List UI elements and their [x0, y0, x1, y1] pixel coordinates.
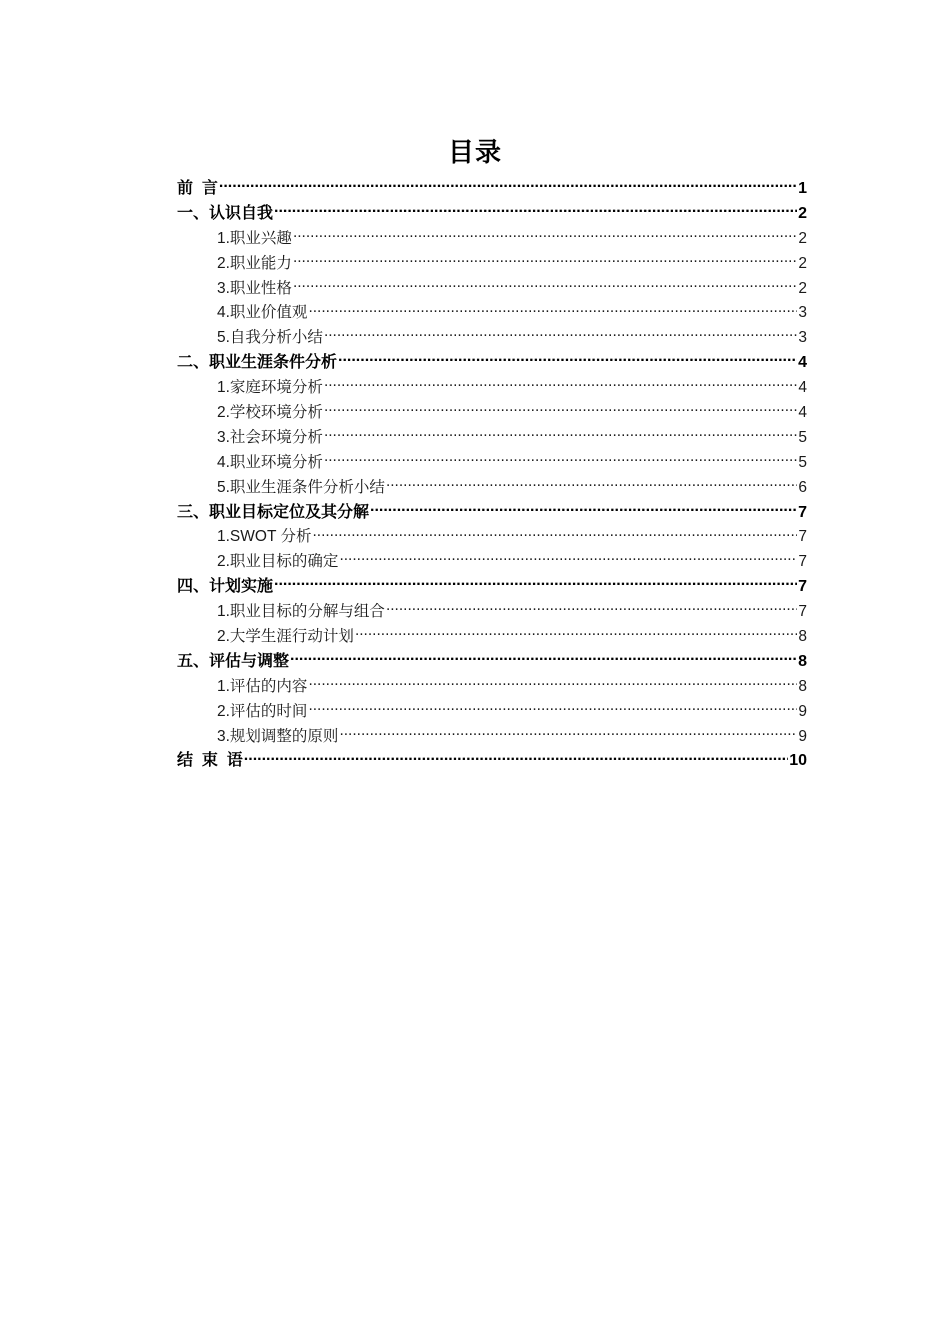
toc-page-number: 2 [798, 254, 807, 272]
toc-dot-leader [324, 377, 797, 393]
toc-dot-leader [338, 351, 797, 367]
toc-entry-label: 前 言 [177, 180, 218, 197]
toc-entry-label: 3.职业性格 [217, 279, 292, 297]
toc-entry-label: 1.家庭环境分析 [217, 379, 323, 397]
toc-subsection-entry[interactable] [177, 326, 807, 351]
toc-dot-leader [339, 725, 797, 741]
toc-subsection-entry[interactable] [177, 227, 807, 252]
toc-entry-label: 五、评估与调整 [177, 652, 290, 670]
toc-entry-label: 三、职业目标定位及其分解 [177, 503, 370, 521]
toc-section-entry[interactable] [177, 650, 807, 675]
toc-subsection-entry[interactable] [177, 700, 807, 725]
toc-entry-label: 2.职业能力 [217, 254, 292, 272]
toc-page-number: 7 [798, 528, 807, 546]
toc-subsection-entry[interactable] [177, 451, 807, 476]
toc-entry-label: 1.SWOT 分析 [217, 528, 312, 546]
toc-subsection-entry[interactable] [177, 600, 807, 625]
toc-dot-leader [312, 526, 797, 542]
toc-section-entry[interactable] [177, 202, 807, 227]
toc-dot-leader [308, 675, 797, 691]
toc-dot-leader [293, 277, 797, 293]
toc-page-number: 5 [798, 428, 807, 446]
toc-entry-label: 2.学校环境分析 [217, 404, 323, 422]
toc-subsection-entry[interactable] [177, 725, 807, 750]
toc-dot-leader [290, 650, 797, 666]
toc-dot-leader [293, 227, 797, 243]
toc-page-number: 9 [798, 702, 807, 720]
toc-dot-leader [324, 402, 797, 418]
toc-dot-leader [324, 426, 797, 442]
toc-entry-label: 一、认识自我 [177, 204, 274, 222]
toc-page-number: 7 [798, 553, 807, 571]
toc-page-number: 3 [798, 329, 807, 347]
toc-section-entry[interactable] [177, 501, 807, 526]
toc-subsection-entry[interactable] [177, 476, 807, 501]
toc-subsection-entry[interactable] [177, 401, 807, 426]
toc-page-number: 4 [798, 404, 807, 422]
toc-entry-label: 二、职业生涯条件分析 [177, 354, 338, 372]
toc-page-number: 2 [798, 204, 807, 222]
toc-entry-label: 3.规划调整的原则 [217, 727, 339, 745]
toc-dot-leader [386, 476, 797, 492]
toc-entry-label: 4.职业环境分析 [217, 453, 323, 471]
toc-dot-leader [293, 252, 797, 268]
toc-entry-label: 4.职业价值观 [217, 304, 308, 322]
toc-page-number: 7 [798, 603, 807, 621]
toc-section-entry[interactable] [177, 575, 807, 600]
toc-subsection-entry[interactable] [177, 550, 807, 575]
toc-entry-label: 四、计划实施 [177, 578, 274, 596]
toc-dot-leader [308, 700, 797, 716]
toc-entry-label: 1.职业兴趣 [217, 229, 292, 247]
toc-page-number: 1 [798, 180, 807, 197]
toc-page-number: 2 [798, 279, 807, 297]
toc-page-number: 8 [798, 677, 807, 695]
toc-subsection-entry[interactable] [177, 426, 807, 451]
toc-page-number: 4 [798, 354, 807, 372]
toc-entry-label: 5.自我分析小结 [217, 329, 323, 347]
toc-entry-label: 2.评估的时间 [217, 702, 308, 720]
toc-entry-label: 3.社会环境分析 [217, 428, 323, 446]
toc-entry-label: 5.职业生涯条件分析小结 [217, 478, 385, 496]
toc-page-number: 7 [798, 578, 807, 596]
toc-dot-leader [324, 327, 797, 343]
toc-page-number: 2 [798, 229, 807, 247]
toc-page-number: 9 [798, 727, 807, 745]
toc-subsection-entry[interactable] [177, 675, 807, 700]
toc-page-number: 8 [798, 628, 807, 646]
toc-section-entry[interactable] [177, 177, 807, 202]
toc-subsection-entry[interactable] [177, 252, 807, 277]
toc-subsection-entry[interactable] [177, 301, 807, 326]
toc-page-number: 3 [798, 304, 807, 322]
toc-page-number: 7 [798, 503, 807, 521]
toc-page-number: 5 [798, 453, 807, 471]
toc-dot-leader [308, 302, 797, 318]
toc-section-entry[interactable] [177, 749, 807, 774]
toc-entry-label: 1.职业目标的分解与组合 [217, 603, 385, 621]
toc-page-number: 6 [798, 478, 807, 496]
toc-dot-leader [219, 177, 797, 193]
toc-dot-leader [386, 601, 797, 617]
toc-dot-leader [274, 575, 797, 591]
toc-dot-leader [244, 749, 788, 765]
toc-section-entry[interactable] [177, 351, 807, 376]
toc-dot-leader [274, 202, 797, 218]
toc-entry-label: 1.评估的内容 [217, 677, 308, 695]
toc-page-number: 10 [789, 752, 807, 770]
toc-page-number: 4 [798, 379, 807, 397]
table-of-contents [177, 177, 807, 774]
toc-page-number: 8 [798, 652, 807, 670]
toc-subsection-entry[interactable] [177, 277, 807, 302]
toc-subsection-entry[interactable] [177, 625, 807, 650]
toc-dot-leader [339, 551, 797, 567]
toc-entry-label: 2.大学生涯行动计划 [217, 628, 354, 646]
toc-dot-leader [355, 626, 797, 642]
toc-dot-leader [370, 501, 797, 517]
toc-subsection-entry[interactable] [177, 376, 807, 401]
toc-dot-leader [324, 451, 797, 467]
toc-entry-label: 2.职业目标的确定 [217, 553, 339, 571]
toc-title: 目录 [447, 137, 502, 167]
toc-entry-label: 结 束 语 [177, 752, 243, 770]
toc-subsection-entry[interactable] [177, 525, 807, 550]
